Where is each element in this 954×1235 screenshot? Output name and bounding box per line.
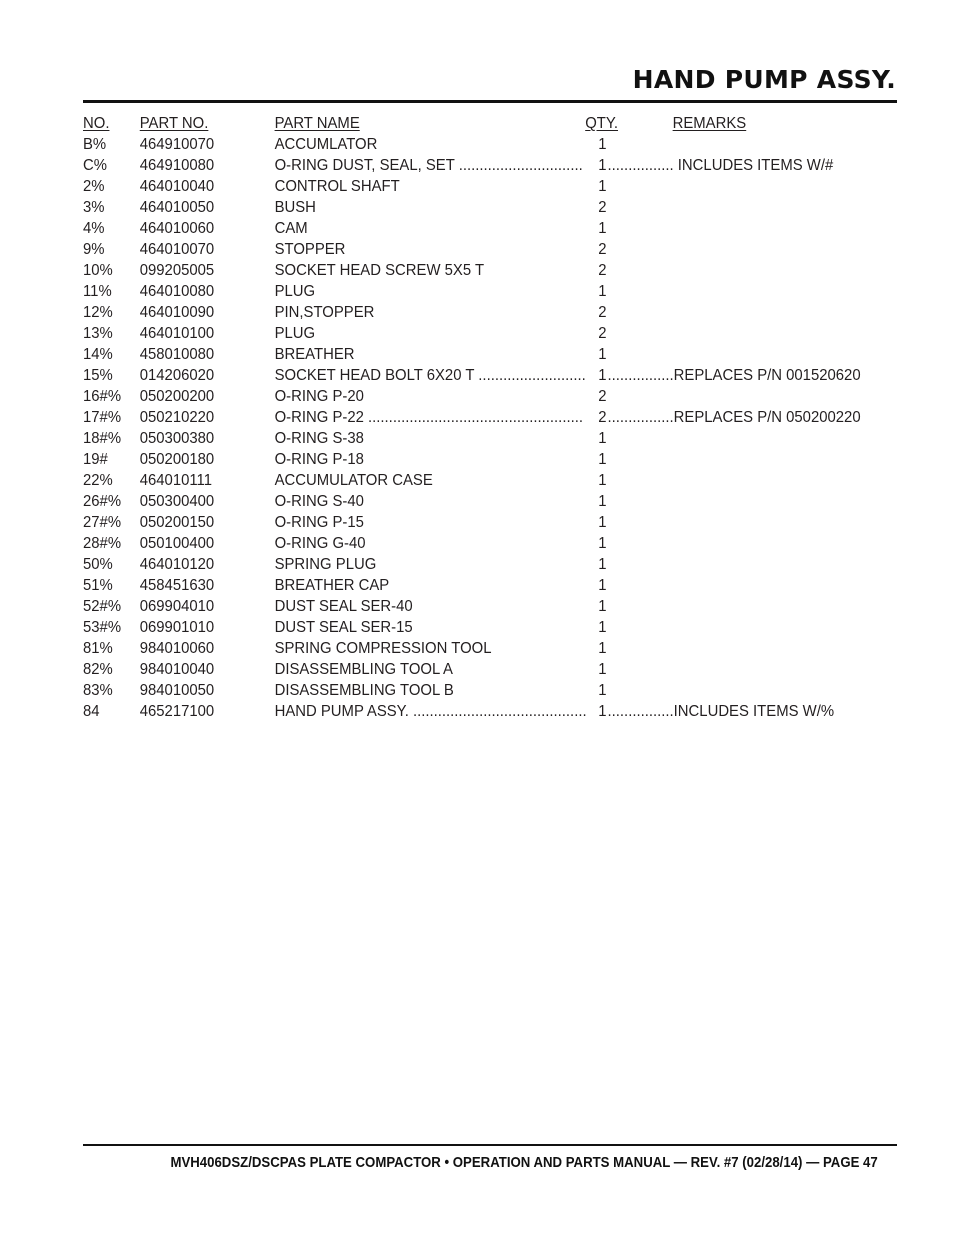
- part-qty: 2: [598, 325, 607, 342]
- part-number: 050200180: [139, 451, 215, 468]
- table-row: [83, 575, 897, 596]
- table-header: [83, 113, 897, 134]
- part-remarks: ................REPLACES P/N 050200220: [607, 409, 861, 426]
- header-no: NO.: [83, 115, 110, 132]
- part-number-index: 18#%: [83, 430, 122, 447]
- part-remarks: ................REPLACES P/N 001520620: [607, 367, 861, 384]
- table-row: [83, 596, 897, 617]
- footer-divider: [83, 1144, 897, 1146]
- part-qty: 2: [598, 304, 607, 321]
- part-number-index: 3%: [83, 199, 105, 216]
- part-number-index: 17#%: [83, 409, 122, 426]
- part-number-index: C%: [83, 157, 107, 174]
- part-number: 984010050: [139, 682, 215, 699]
- part-name: O-RING S-38: [274, 430, 364, 447]
- part-name: PLUG: [274, 325, 316, 342]
- table-row: [83, 386, 897, 407]
- part-number: 050210220: [139, 409, 215, 426]
- part-number: 464010090: [139, 304, 215, 321]
- part-number: 464010111: [139, 472, 213, 489]
- part-number-index: 13%: [83, 325, 113, 342]
- part-number: 984010040: [139, 661, 215, 678]
- table-row: [83, 344, 897, 365]
- part-qty: 1: [598, 535, 607, 552]
- table-body: [83, 134, 897, 722]
- part-number: 458451630: [139, 577, 215, 594]
- part-name: SOCKET HEAD BOLT 6X20 T ..........................: [274, 367, 586, 384]
- part-qty: 2: [598, 241, 607, 258]
- parts-table: [83, 113, 897, 722]
- part-qty: 1: [598, 220, 607, 237]
- table-row: [83, 701, 897, 722]
- part-number-index: 50%: [83, 556, 113, 573]
- table-row: [83, 512, 897, 533]
- part-number-index: B%: [83, 136, 107, 153]
- part-number-index: 22%: [83, 472, 113, 489]
- page-title: HAND PUMP ASSY.: [632, 65, 896, 94]
- part-name: CONTROL SHAFT: [274, 178, 400, 195]
- table-row: [83, 659, 897, 680]
- part-name: O-RING P-15: [274, 514, 364, 531]
- part-number: 464010100: [139, 325, 215, 342]
- part-name: O-RING P-18: [274, 451, 364, 468]
- part-qty: 1: [598, 682, 607, 699]
- part-name: BREATHER CAP: [274, 577, 390, 594]
- part-qty: 1: [598, 472, 607, 489]
- table-row: [83, 134, 897, 155]
- part-name: O-RING DUST, SEAL, SET ..............................: [274, 157, 583, 174]
- part-number-index: 4%: [83, 220, 105, 237]
- part-number: 464010120: [139, 556, 215, 573]
- table-row: [83, 638, 897, 659]
- part-number: 069901010: [139, 619, 215, 636]
- table-row: [83, 554, 897, 575]
- part-name: O-RING P-20: [274, 388, 364, 405]
- part-qty: 1: [598, 346, 607, 363]
- part-qty: 1: [598, 703, 607, 720]
- part-number-index: 16#%: [83, 388, 122, 405]
- part-qty: 1: [598, 283, 607, 300]
- table-row: [83, 197, 897, 218]
- part-number-index: 52#%: [83, 598, 122, 615]
- table-row: [83, 218, 897, 239]
- part-qty: 1: [598, 136, 607, 153]
- table-row: [83, 680, 897, 701]
- part-qty: 1: [598, 619, 607, 636]
- part-qty: 1: [598, 157, 607, 174]
- part-number: 464010050: [139, 199, 215, 216]
- part-number-index: 11%: [83, 283, 112, 300]
- part-qty: 1: [598, 493, 607, 510]
- part-qty: 2: [598, 409, 607, 426]
- table-row: [83, 533, 897, 554]
- part-number: 050200200: [139, 388, 215, 405]
- part-number-index: 83%: [83, 682, 113, 699]
- table-row: [83, 260, 897, 281]
- part-number-index: 26#%: [83, 493, 122, 510]
- table-row: [83, 155, 897, 176]
- table-row: [83, 407, 897, 428]
- part-qty: 2: [598, 199, 607, 216]
- table-row: [83, 470, 897, 491]
- part-number: 069904010: [139, 598, 215, 615]
- part-qty: 1: [598, 556, 607, 573]
- part-number-index: 27#%: [83, 514, 122, 531]
- part-number-index: 82%: [83, 661, 113, 678]
- part-remarks: ................INCLUDES ITEMS W/%: [607, 703, 835, 720]
- part-number: 465217100: [139, 703, 215, 720]
- table-row: [83, 365, 897, 386]
- part-name: ACCUMULATOR CASE: [274, 472, 433, 489]
- table-row: [83, 176, 897, 197]
- table-row: [83, 491, 897, 512]
- part-number-index: 53#%: [83, 619, 122, 636]
- part-name: O-RING P-22 ....................................................: [274, 409, 583, 426]
- part-number-index: 81%: [83, 640, 113, 657]
- part-number-index: 51%: [83, 577, 113, 594]
- part-number-index: 19#: [83, 451, 108, 468]
- part-number: 050200150: [139, 514, 215, 531]
- part-number: 458010080: [139, 346, 215, 363]
- part-number-index: 10%: [83, 262, 113, 279]
- table-row: [83, 449, 897, 470]
- part-number: 464910070: [139, 136, 215, 153]
- part-name: DISASSEMBLING TOOL A: [274, 661, 453, 678]
- part-qty: 1: [598, 514, 607, 531]
- part-qty: 1: [598, 178, 607, 195]
- part-name: PIN,STOPPER: [274, 304, 375, 321]
- part-qty: 1: [598, 451, 607, 468]
- part-name: BREATHER: [274, 346, 355, 363]
- title-divider: [83, 100, 897, 103]
- part-number: 050300380: [139, 430, 215, 447]
- part-qty: 1: [598, 661, 607, 678]
- part-number: 014206020: [139, 367, 215, 384]
- part-number-index: 12%: [83, 304, 113, 321]
- part-name: CAM: [274, 220, 308, 237]
- part-number-index: 9%: [83, 241, 105, 258]
- header-qty: QTY.: [585, 115, 619, 132]
- part-qty: 1: [598, 640, 607, 657]
- part-name: STOPPER: [274, 241, 346, 258]
- header-part-no: PART NO.: [139, 115, 209, 132]
- part-number-index: 15%: [83, 367, 113, 384]
- header-part-name: PART NAME: [274, 115, 360, 132]
- part-number: 464010080: [139, 283, 215, 300]
- part-name: SOCKET HEAD SCREW 5X5 T: [274, 262, 485, 279]
- part-number-index: 14%: [83, 346, 113, 363]
- part-qty: 1: [598, 367, 607, 384]
- part-name: PLUG: [274, 283, 316, 300]
- part-name: DUST SEAL SER-40: [274, 598, 413, 615]
- part-qty: 2: [598, 388, 607, 405]
- part-number: 464010040: [139, 178, 215, 195]
- table-row: [83, 302, 897, 323]
- part-name: DISASSEMBLING TOOL B: [274, 682, 454, 699]
- part-name: O-RING S-40: [274, 493, 364, 510]
- part-number: 984010060: [139, 640, 215, 657]
- part-qty: 1: [598, 598, 607, 615]
- part-number: 050100400: [139, 535, 215, 552]
- table-row: [83, 617, 897, 638]
- part-name: DUST SEAL SER-15: [274, 619, 413, 636]
- header-remarks: REMARKS: [672, 115, 747, 132]
- part-name: O-RING G-40: [274, 535, 366, 552]
- table-row: [83, 281, 897, 302]
- part-number-index: 84: [83, 703, 100, 720]
- table-row: [83, 239, 897, 260]
- part-qty: 2: [598, 262, 607, 279]
- part-number: 050300400: [139, 493, 215, 510]
- part-qty: 1: [598, 430, 607, 447]
- part-number: 464910080: [139, 157, 215, 174]
- part-name: BUSH: [274, 199, 316, 216]
- part-number-index: 28#%: [83, 535, 122, 552]
- table-row: [83, 323, 897, 344]
- part-number: 464010060: [139, 220, 215, 237]
- part-name: ACCUMLATOR: [274, 136, 378, 153]
- part-number-index: 2%: [83, 178, 105, 195]
- part-number: 099205005: [139, 262, 215, 279]
- part-qty: 1: [598, 577, 607, 594]
- part-name: SPRING PLUG: [274, 556, 377, 573]
- table-row: [83, 428, 897, 449]
- part-remarks: ................ INCLUDES ITEMS W/#: [607, 157, 834, 174]
- part-number: 464010070: [139, 241, 215, 258]
- part-name: SPRING COMPRESSION TOOL: [274, 640, 492, 657]
- part-name: HAND PUMP ASSY. ..........................................: [274, 703, 587, 720]
- page-footer: MVH406DSZ/DSCPAS PLATE COMPACTOR • OPERATION AND PARTS MANUAL — REV. #7 (02/28/14) — PAGE 47: [170, 1154, 878, 1171]
